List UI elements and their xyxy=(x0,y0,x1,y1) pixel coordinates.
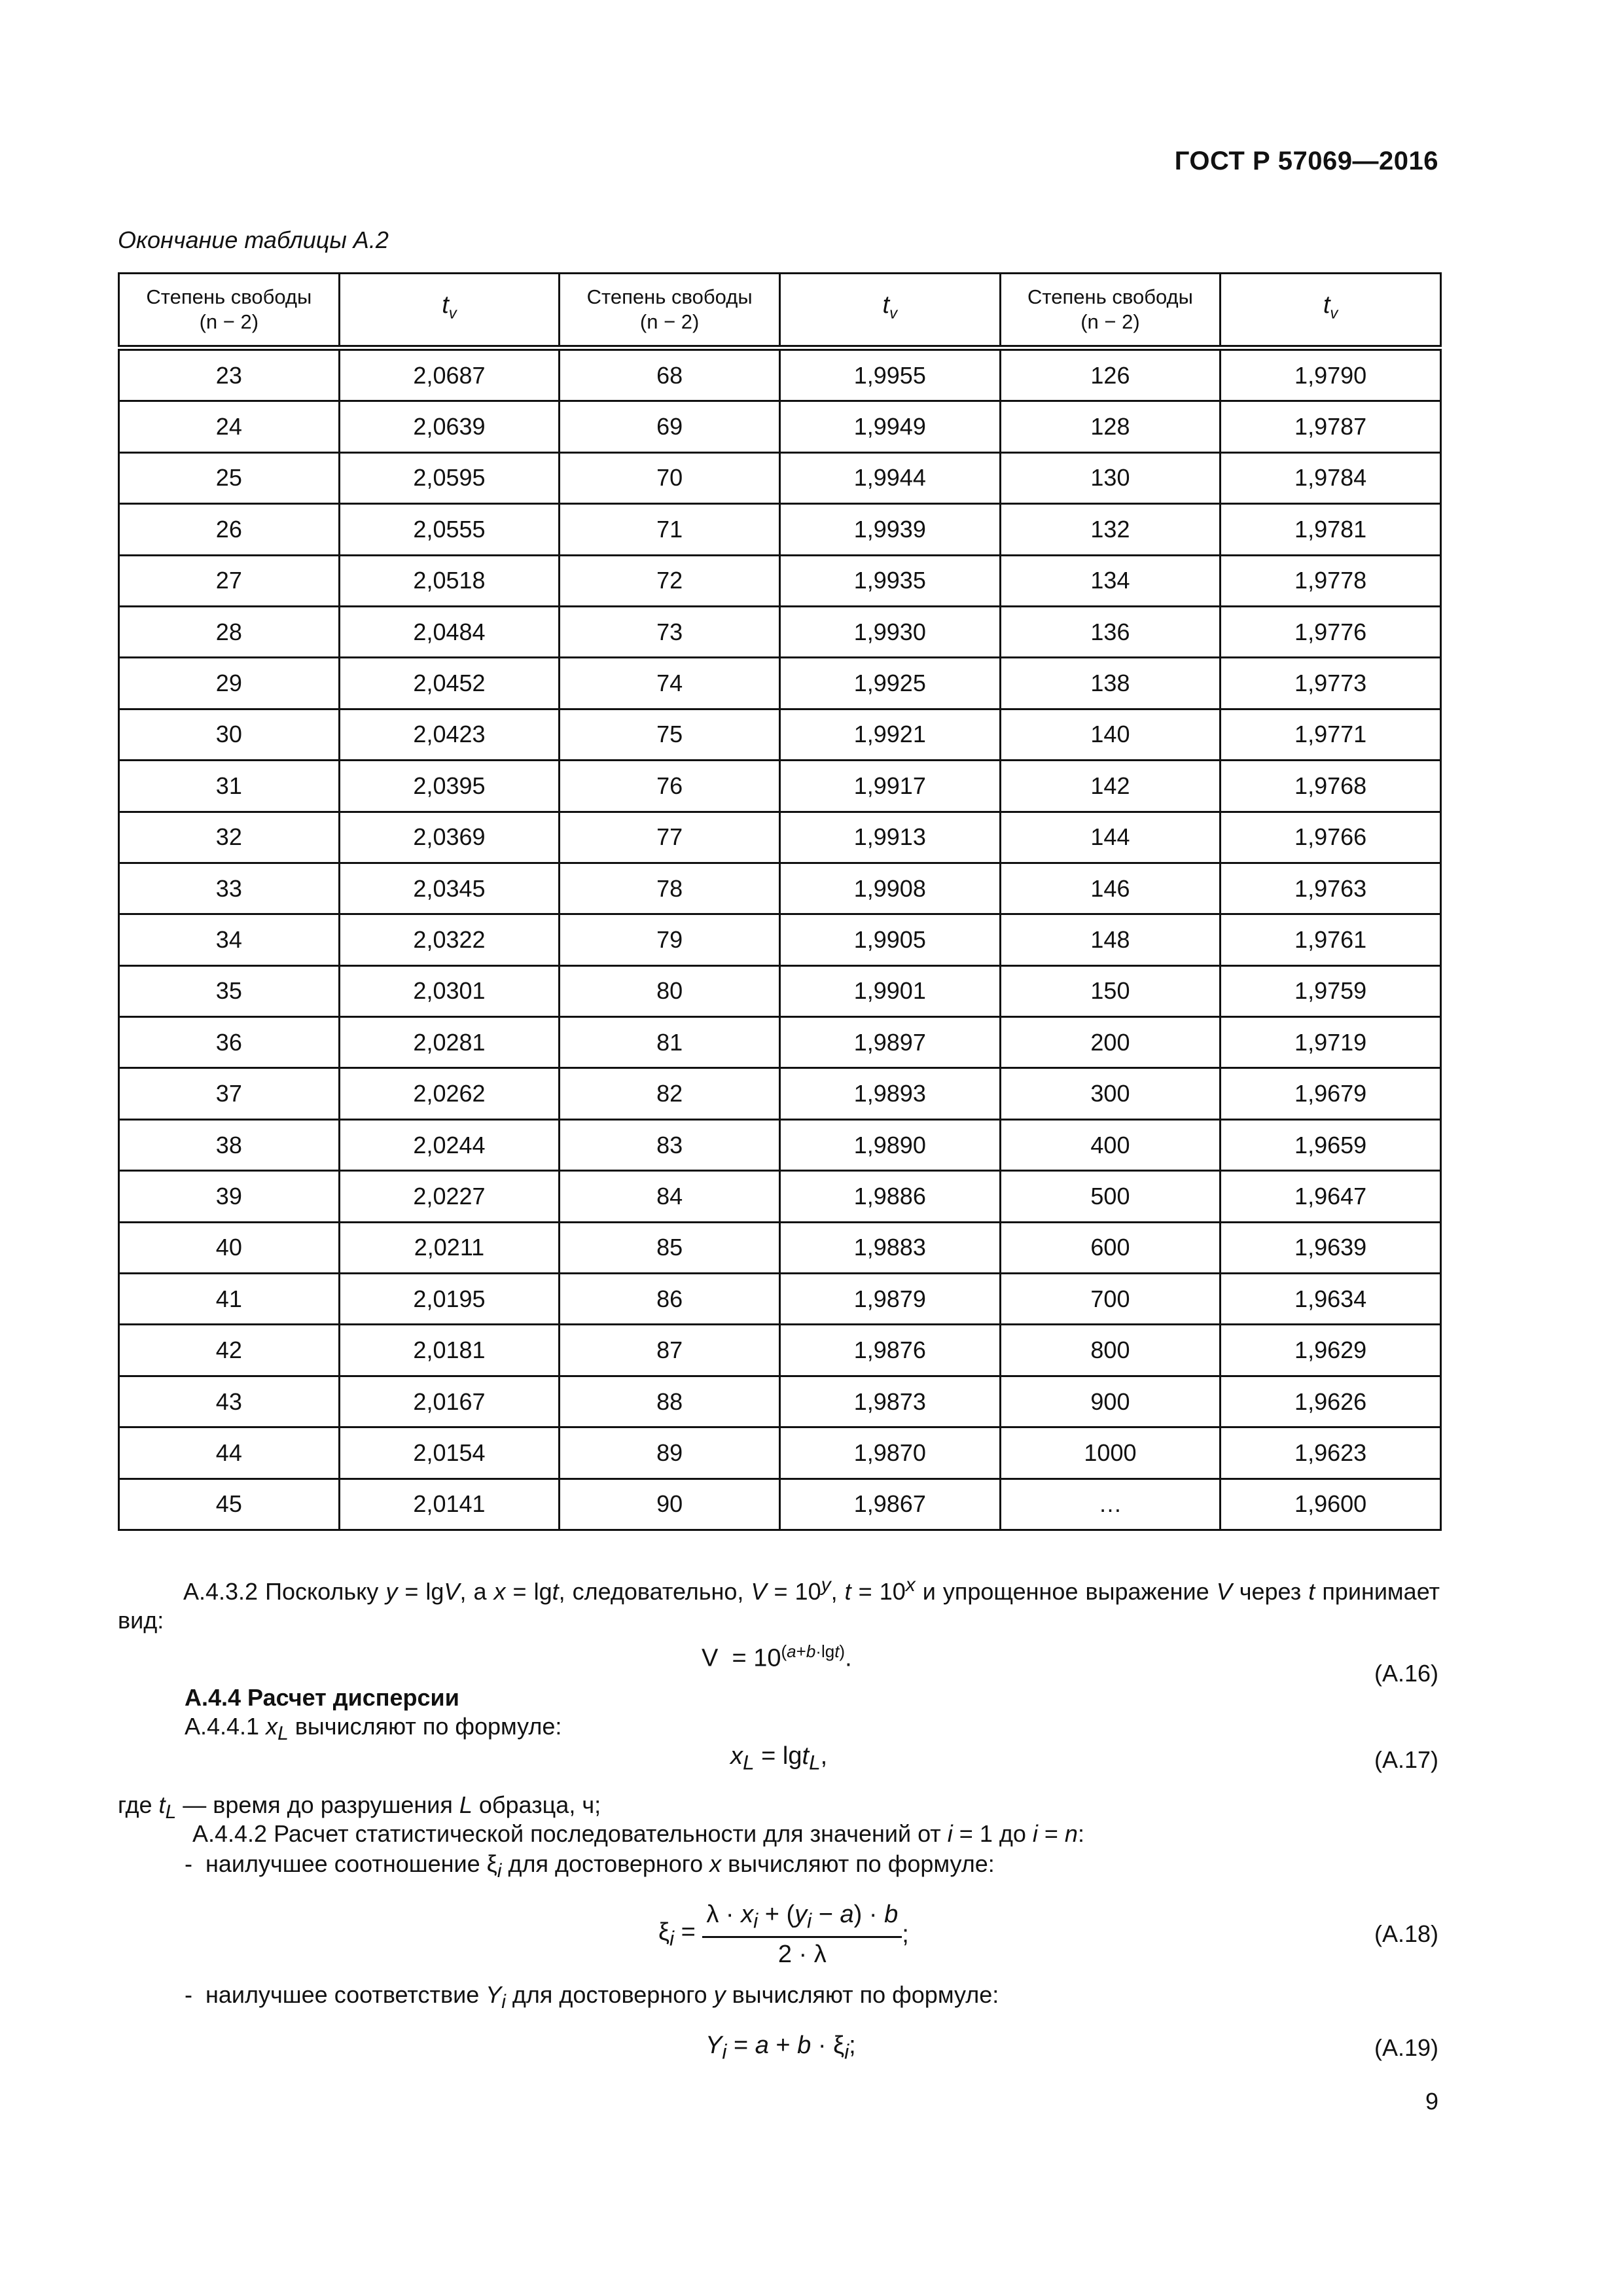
table-row xyxy=(119,1479,1441,1530)
paragraph-a442: А.4.4.2 Расчет статистической последовательности для значений от i = 1 до i = n: xyxy=(192,1820,1084,1847)
cell-t-value: 1,9879 xyxy=(779,1274,1000,1325)
cell-t-value: 1,9768 xyxy=(1221,761,1441,812)
cell-t-value: 1,9921 xyxy=(779,709,1000,760)
cell-t-value: 1,9925 xyxy=(779,658,1000,709)
equation-a16: $V = 10^{(a+b\cdot lgt)}$. xyxy=(702,1641,852,1672)
equation-number-a17: (А.17) xyxy=(1374,1746,1438,1773)
table-row xyxy=(119,401,1441,452)
cell-t-value: 1,9787 xyxy=(1221,401,1441,452)
cell-degrees-of-freedom: 85 xyxy=(560,1222,780,1273)
cell-t-value: 1,9913 xyxy=(779,812,1000,863)
equation-a17: $x_L = \lg t_L$, xyxy=(730,1742,828,1774)
table-row xyxy=(119,452,1441,503)
cell-t-value: 1,9763 xyxy=(1221,863,1441,914)
cell-degrees-of-freedom: 200 xyxy=(1000,1017,1221,1068)
cell-degrees-of-freedom: 25 xyxy=(119,452,340,503)
bullet-2: - наилучшее соответствие $Y_i$ для достоверного y вычисляют по формуле: xyxy=(185,1981,999,2013)
cell-t-value: 1,9639 xyxy=(1221,1222,1441,1273)
table-row xyxy=(119,761,1441,812)
cell-t-value: 1,9629 xyxy=(1221,1325,1441,1376)
cell-degrees-of-freedom: 88 xyxy=(560,1376,780,1427)
cell-degrees-of-freedom: 83 xyxy=(560,1119,780,1170)
cell-degrees-of-freedom: 130 xyxy=(1000,452,1221,503)
cell-degrees-of-freedom: 80 xyxy=(560,965,780,1016)
cell-degrees-of-freedom: 29 xyxy=(119,658,340,709)
cell-t-value: 2,0154 xyxy=(339,1427,560,1479)
cell-t-value: 2,0301 xyxy=(339,965,560,1016)
equation-number-a18: (А.18) xyxy=(1374,1920,1438,1947)
cell-degrees-of-freedom: 35 xyxy=(119,965,340,1016)
cell-degrees-of-freedom: 136 xyxy=(1000,606,1221,657)
cell-degrees-of-freedom: 900 xyxy=(1000,1376,1221,1427)
cell-degrees-of-freedom: 44 xyxy=(119,1427,340,1479)
cell-degrees-of-freedom: 150 xyxy=(1000,965,1221,1016)
cell-degrees-of-freedom: 79 xyxy=(560,914,780,965)
cell-degrees-of-freedom: 140 xyxy=(1000,709,1221,760)
cell-t-value: 1,9766 xyxy=(1221,812,1441,863)
cell-t-value: 2,0345 xyxy=(339,863,560,914)
header-t: $t_v$ xyxy=(1221,274,1441,348)
cell-degrees-of-freedom: 34 xyxy=(119,914,340,965)
equation-a18: $\xi_i$ = $\frac{\lambda \cdot x_i + (y_i - a) \cdot b}{2 \cdot \lambda}$ ; xyxy=(658,1901,909,1968)
table-row xyxy=(119,348,1441,401)
cell-t-value: 2,0167 xyxy=(339,1376,560,1427)
table-row xyxy=(119,1119,1441,1170)
cell-degrees-of-freedom: 69 xyxy=(560,401,780,452)
table-row xyxy=(119,1376,1441,1427)
cell-degrees-of-freedom: 28 xyxy=(119,606,340,657)
cell-t-value: 1,9634 xyxy=(1221,1274,1441,1325)
cell-degrees-of-freedom: 148 xyxy=(1000,914,1221,965)
cell-t-value: 1,9883 xyxy=(779,1222,1000,1273)
cell-degrees-of-freedom: 68 xyxy=(560,348,780,401)
cell-t-value: 2,0369 xyxy=(339,812,560,863)
cell-degrees-of-freedom: 800 xyxy=(1000,1325,1221,1376)
cell-t-value: 1,9771 xyxy=(1221,709,1441,760)
standard-code: ГОСТ Р 57069—2016 xyxy=(1174,147,1438,175)
cell-degrees-of-freedom: 700 xyxy=(1000,1274,1221,1325)
cell-degrees-of-freedom: 30 xyxy=(119,709,340,760)
cell-degrees-of-freedom: 40 xyxy=(119,1222,340,1273)
cell-degrees-of-freedom: 144 xyxy=(1000,812,1221,863)
cell-degrees-of-freedom: 43 xyxy=(119,1376,340,1427)
cell-degrees-of-freedom: 1000 xyxy=(1000,1427,1221,1479)
cell-degrees-of-freedom: 75 xyxy=(560,709,780,760)
cell-degrees-of-freedom: 600 xyxy=(1000,1222,1221,1273)
cell-degrees-of-freedom: 128 xyxy=(1000,401,1221,452)
cell-degrees-of-freedom: 31 xyxy=(119,761,340,812)
table-row xyxy=(119,1171,1441,1222)
cell-degrees-of-freedom: 138 xyxy=(1000,658,1221,709)
table-row xyxy=(119,863,1441,914)
cell-t-value: 1,9623 xyxy=(1221,1427,1441,1479)
cell-t-value: 2,0262 xyxy=(339,1068,560,1119)
header-dof: Степень свободы (n − 2) xyxy=(1000,274,1221,348)
table-row xyxy=(119,1222,1441,1273)
cell-t-value: 1,9870 xyxy=(779,1427,1000,1479)
cell-t-value: 1,9781 xyxy=(1221,504,1441,555)
cell-degrees-of-freedom: 500 xyxy=(1000,1171,1221,1222)
cell-t-value: 1,9873 xyxy=(779,1376,1000,1427)
cell-degrees-of-freedom: 84 xyxy=(560,1171,780,1222)
cell-degrees-of-freedom: 74 xyxy=(560,658,780,709)
table-row xyxy=(119,709,1441,760)
cell-t-value: 1,9886 xyxy=(779,1171,1000,1222)
cell-t-value: 1,9897 xyxy=(779,1017,1000,1068)
cell-t-value: 2,0555 xyxy=(339,504,560,555)
cell-degrees-of-freedom: 142 xyxy=(1000,761,1221,812)
cell-degrees-of-freedom: 38 xyxy=(119,1119,340,1170)
heading-a44: А.4.4 Расчет дисперсии xyxy=(185,1684,459,1711)
paragraph-a441: А.4.4.1 $x_L$ вычисляют по формуле: xyxy=(185,1713,562,1745)
cell-degrees-of-freedom: 82 xyxy=(560,1068,780,1119)
table-row xyxy=(119,1274,1441,1325)
cell-degrees-of-freedom: 76 xyxy=(560,761,780,812)
cell-t-value: 1,9917 xyxy=(779,761,1000,812)
t-distribution-table xyxy=(118,272,1442,1531)
cell-degrees-of-freedom: 72 xyxy=(560,555,780,606)
cell-degrees-of-freedom: 73 xyxy=(560,606,780,657)
cell-t-value: 2,0195 xyxy=(339,1274,560,1325)
table-header-row xyxy=(119,274,1441,348)
cell-t-value: 1,9890 xyxy=(779,1119,1000,1170)
cell-t-value: 1,9719 xyxy=(1221,1017,1441,1068)
cell-t-value: 2,0423 xyxy=(339,709,560,760)
cell-t-value: 2,0141 xyxy=(339,1479,560,1530)
cell-t-value: 2,0395 xyxy=(339,761,560,812)
cell-t-value: 2,0687 xyxy=(339,348,560,401)
cell-degrees-of-freedom: 89 xyxy=(560,1427,780,1479)
cell-degrees-of-freedom: 90 xyxy=(560,1479,780,1530)
cell-degrees-of-freedom: 134 xyxy=(1000,555,1221,606)
cell-t-value: 1,9679 xyxy=(1221,1068,1441,1119)
table-row xyxy=(119,1068,1441,1119)
cell-t-value: 1,9778 xyxy=(1221,555,1441,606)
cell-t-value: 1,9759 xyxy=(1221,965,1441,1016)
cell-degrees-of-freedom: 300 xyxy=(1000,1068,1221,1119)
cell-degrees-of-freedom: 32 xyxy=(119,812,340,863)
cell-degrees-of-freedom: 70 xyxy=(560,452,780,503)
bullet-1: - наилучшее соотношение $\xi_i$ для достоверного x вычисляют по формуле: xyxy=(185,1850,995,1882)
equation-number-a19: (А.19) xyxy=(1374,2034,1438,2061)
cell-t-value: 1,9626 xyxy=(1221,1376,1441,1427)
table-row xyxy=(119,1017,1441,1068)
cell-degrees-of-freedom: 87 xyxy=(560,1325,780,1376)
cell-degrees-of-freedom: 42 xyxy=(119,1325,340,1376)
cell-t-value: 1,9955 xyxy=(779,348,1000,401)
cell-degrees-of-freedom: 26 xyxy=(119,504,340,555)
cell-degrees-of-freedom: … xyxy=(1000,1479,1221,1530)
header-dof: Степень свободы (n − 2) xyxy=(119,274,340,348)
table-row xyxy=(119,1427,1441,1479)
cell-t-value: 2,0227 xyxy=(339,1171,560,1222)
cell-t-value: 1,9600 xyxy=(1221,1479,1441,1530)
cell-t-value: 2,0211 xyxy=(339,1222,560,1273)
cell-t-value: 1,9876 xyxy=(779,1325,1000,1376)
table-caption: Окончание таблицы А.2 xyxy=(118,226,389,253)
table-row xyxy=(119,504,1441,555)
cell-t-value: 1,9944 xyxy=(779,452,1000,503)
cell-t-value: 1,9939 xyxy=(779,504,1000,555)
cell-t-value: 1,9905 xyxy=(779,914,1000,965)
header-dof: Степень свободы (n − 2) xyxy=(560,274,780,348)
cell-t-value: 2,0452 xyxy=(339,658,560,709)
header-t: $t_v$ xyxy=(779,274,1000,348)
cell-t-value: 1,9647 xyxy=(1221,1171,1441,1222)
cell-t-value: 2,0322 xyxy=(339,914,560,965)
cell-t-value: 2,0484 xyxy=(339,606,560,657)
cell-degrees-of-freedom: 37 xyxy=(119,1068,340,1119)
cell-t-value: 1,9784 xyxy=(1221,452,1441,503)
cell-degrees-of-freedom: 81 xyxy=(560,1017,780,1068)
table-row xyxy=(119,965,1441,1016)
cell-degrees-of-freedom: 41 xyxy=(119,1274,340,1325)
cell-degrees-of-freedom: 24 xyxy=(119,401,340,452)
cell-degrees-of-freedom: 132 xyxy=(1000,504,1221,555)
cell-t-value: 2,0181 xyxy=(339,1325,560,1376)
cell-t-value: 1,9901 xyxy=(779,965,1000,1016)
cell-t-value: 1,9761 xyxy=(1221,914,1441,965)
cell-t-value: 1,9908 xyxy=(779,863,1000,914)
cell-t-value: 1,9659 xyxy=(1221,1119,1441,1170)
page-number: 9 xyxy=(1425,2088,1438,2115)
where-clause: где $t_L$ — время до разрушения L образца, ч; xyxy=(118,1791,601,1823)
cell-t-value: 1,9867 xyxy=(779,1479,1000,1530)
cell-degrees-of-freedom: 71 xyxy=(560,504,780,555)
cell-degrees-of-freedom: 86 xyxy=(560,1274,780,1325)
header-t: $t_v$ xyxy=(339,274,560,348)
cell-t-value: 2,0244 xyxy=(339,1119,560,1170)
table-row xyxy=(119,914,1441,965)
cell-degrees-of-freedom: 400 xyxy=(1000,1119,1221,1170)
paragraph-a432: А.4.3.2 Поскольку y = lgV, а x = lgt, следовательно, $V = 10^y$, $t = 10^x$ и упрощенное выражение V через t принимает вид: xyxy=(118,1574,1440,1634)
cell-t-value: 1,9949 xyxy=(779,401,1000,452)
cell-t-value: 1,9773 xyxy=(1221,658,1441,709)
equation-a19: $Y_i = a + b \cdot \xi_i$; xyxy=(705,2032,856,2064)
table-row xyxy=(119,555,1441,606)
cell-degrees-of-freedom: 146 xyxy=(1000,863,1221,914)
cell-degrees-of-freedom: 23 xyxy=(119,348,340,401)
cell-t-value: 1,9776 xyxy=(1221,606,1441,657)
cell-t-value: 2,0595 xyxy=(339,452,560,503)
cell-degrees-of-freedom: 45 xyxy=(119,1479,340,1530)
cell-degrees-of-freedom: 77 xyxy=(560,812,780,863)
cell-t-value: 1,9893 xyxy=(779,1068,1000,1119)
table-row xyxy=(119,658,1441,709)
cell-degrees-of-freedom: 33 xyxy=(119,863,340,914)
cell-degrees-of-freedom: 36 xyxy=(119,1017,340,1068)
cell-degrees-of-freedom: 78 xyxy=(560,863,780,914)
cell-t-value: 2,0518 xyxy=(339,555,560,606)
cell-t-value: 1,9790 xyxy=(1221,348,1441,401)
table-row xyxy=(119,606,1441,657)
cell-t-value: 2,0281 xyxy=(339,1017,560,1068)
table-row xyxy=(119,812,1441,863)
cell-t-value: 1,9930 xyxy=(779,606,1000,657)
cell-degrees-of-freedom: 39 xyxy=(119,1171,340,1222)
cell-degrees-of-freedom: 126 xyxy=(1000,348,1221,401)
cell-t-value: 1,9935 xyxy=(779,555,1000,606)
equation-number-a16: (А.16) xyxy=(1374,1660,1438,1687)
table-row xyxy=(119,1325,1441,1376)
cell-degrees-of-freedom: 27 xyxy=(119,555,340,606)
cell-t-value: 2,0639 xyxy=(339,401,560,452)
